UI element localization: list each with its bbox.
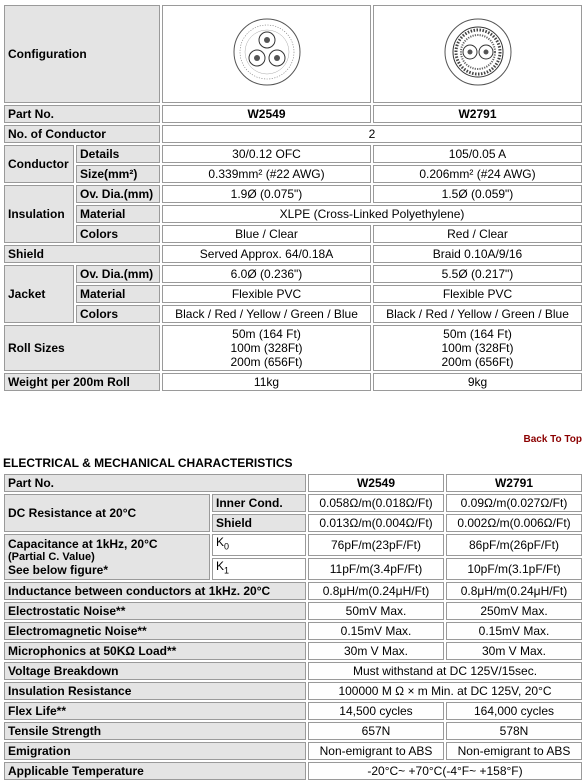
roll-sizes-w2791 [373,325,582,371]
jacket-colors: Black / Red / Yellow / Green / Blue [373,305,582,323]
insulation-ovdia: 1.9Ø (0.075") [162,185,371,203]
electrostatic-noise-label: Electrostatic Noise** [4,602,306,620]
capacitance-label-line: See below figure* [8,562,109,577]
conductor-details: 105/0.05 A [373,145,582,163]
emigration-label: Emigration [4,742,306,760]
roll-sizes-w2549 [162,325,371,371]
dc-res-shield: 0.013Ω/m(0.004Ω/Ft) [308,514,444,532]
configuration-label: Configuration [4,5,160,103]
electrostatic-noise-value: 250mV Max. [446,602,582,620]
roll-size: 100m (328Ft) [230,341,303,355]
jacket-ovdia: 5.5Ø (0.217") [373,265,582,283]
k0-label: $K_0$ [212,534,306,556]
electromagnetic-noise-value: 0.15mV Max. [308,622,444,640]
roll-sizes-label: Roll Sizes [4,325,160,371]
voltage-breakdown-value: Must withstand at DC 125V/15sec. [308,662,582,680]
electromagnetic-noise-label: Electromagnetic Noise** [4,622,306,640]
model-w2549: W2549 [162,105,371,123]
tensile-strength-value: 657N [308,722,444,740]
conductor-size: 0.206mm² (#24 AWG) [373,165,582,183]
shield-value: Braid 0.10A/9/16 [373,245,582,263]
cable-cross-section-icon [442,16,514,88]
jacket-label: Jacket [4,265,74,323]
spec-table [2,3,584,393]
insulation-label: Insulation [4,185,74,243]
capacitance-label-line: Capacitance at 1kHz, 20°C [8,536,158,551]
weight-label: Weight per 200m Roll [4,373,160,391]
inductance-value: 0.8μH/m(0.24μH/Ft) [308,582,444,600]
jacket-ovdia: 6.0Ø (0.236") [162,265,371,283]
section-title: ELECTRICAL & MECHANICAL CHARACTERISTICS [3,456,293,470]
capacitance-k0: 76pF/m(23pF/Ft) [308,534,444,556]
dc-res-inner: 0.09Ω/m(0.027Ω/Ft) [446,494,582,512]
flex-life-label: Flex Life** [4,702,306,720]
dc-res-shield: 0.002Ω/m(0.006Ω/Ft) [446,514,582,532]
applicable-temperature-label: Applicable Temperature [4,762,306,780]
emigration-value: Non-emigrant to ABS [446,742,582,760]
material-label: Material [76,205,160,223]
voltage-breakdown-label: Voltage Breakdown [4,662,306,680]
insulation-resistance-label: Insulation Resistance [4,682,306,700]
num-conductor-value: 2 [162,125,582,143]
shield-value: Served Approx. 64/0.18A [162,245,371,263]
electrostatic-noise-value: 50mV Max. [308,602,444,620]
model-w2791: W2791 [373,105,582,123]
inner-cond-label: Inner Cond. [212,494,306,512]
applicable-temperature-value: -20°C~ +70°C(-4°F~ +158°F) [308,762,582,780]
conductor-details: 30/0.12 OFC [162,145,371,163]
ovdia-label: Ov. Dia.(mm) [76,185,160,203]
k1-label: $K_1$ [212,558,306,580]
colors-label: Colors [76,305,160,323]
capacitance-k1: 10pF/m(3.1pF/Ft) [446,558,582,580]
shield-label: Shield [212,514,306,532]
roll-size: 100m (328Ft) [441,341,514,355]
capacitance-label-line: (Partial C. Value) [8,550,95,563]
roll-size: 50m (164 Ft) [232,327,301,341]
cable-diagram-w2549 [162,5,371,103]
insulation-resistance-value: 100000 M Ω × m Min. at DC 125V, 20°C [308,682,582,700]
part-no-label: Part No. [4,474,306,492]
tensile-strength-label: Tensile Strength [4,722,306,740]
part-no-label: Part No. [4,105,160,123]
inductance-value: 0.8μH/m(0.24μH/Ft) [446,582,582,600]
jacket-material: Flexible PVC [373,285,582,303]
roll-size: 50m (164 Ft) [443,327,512,341]
weight-value: 11kg [162,373,371,391]
size-label: Size(mm²) [76,165,160,183]
tensile-strength-value: 578N [446,722,582,740]
conductor-size: 0.339mm² (#22 AWG) [162,165,371,183]
dc-resistance-label: DC Resistance at 20°C [4,494,210,532]
inductance-label: Inductance between conductors at 1kHz. 20°C [4,582,306,600]
insulation-material: XLPE (Cross-Linked Polyethylene) [162,205,582,223]
jacket-material: Flexible PVC [162,285,371,303]
emigration-value: Non-emigrant to ABS [308,742,444,760]
cable-cross-section-icon [231,16,303,88]
back-to-top-link[interactable]: Back To Top [523,434,582,445]
electromagnetic-noise-value: 0.15mV Max. [446,622,582,640]
insulation-colors: Blue / Clear [162,225,371,243]
model-w2549: W2549 [308,474,444,492]
flex-life-value: 164,000 cycles [446,702,582,720]
roll-size: 200m (656Ft) [441,355,514,369]
capacitance-k1: 11pF/m(3.4pF/Ft) [308,558,444,580]
capacitance-k0: 86pF/m(26pF/Ft) [446,534,582,556]
conductor-label: Conductor [4,145,74,183]
microphonics-label: Microphonics at 50KΩ Load** [4,642,306,660]
material-label: Material [76,285,160,303]
jacket-colors: Black / Red / Yellow / Green / Blue [162,305,371,323]
cable-diagram-w2791 [373,5,582,103]
ovdia-label: Ov. Dia.(mm) [76,265,160,283]
electrical-table [2,472,584,782]
details-label: Details [76,145,160,163]
shield-label: Shield [4,245,160,263]
dc-res-inner: 0.058Ω/m(0.018Ω/Ft) [308,494,444,512]
weight-value: 9kg [373,373,582,391]
insulation-ovdia: 1.5Ø (0.059") [373,185,582,203]
roll-size: 200m (656Ft) [230,355,303,369]
colors-label: Colors [76,225,160,243]
num-conductor-label: No. of Conductor [4,125,160,143]
model-w2791: W2791 [446,474,582,492]
microphonics-value: 30m V Max. [446,642,582,660]
capacitance-label [4,534,210,580]
flex-life-value: 14,500 cycles [308,702,444,720]
insulation-colors: Red / Clear [373,225,582,243]
microphonics-value: 30m V Max. [308,642,444,660]
